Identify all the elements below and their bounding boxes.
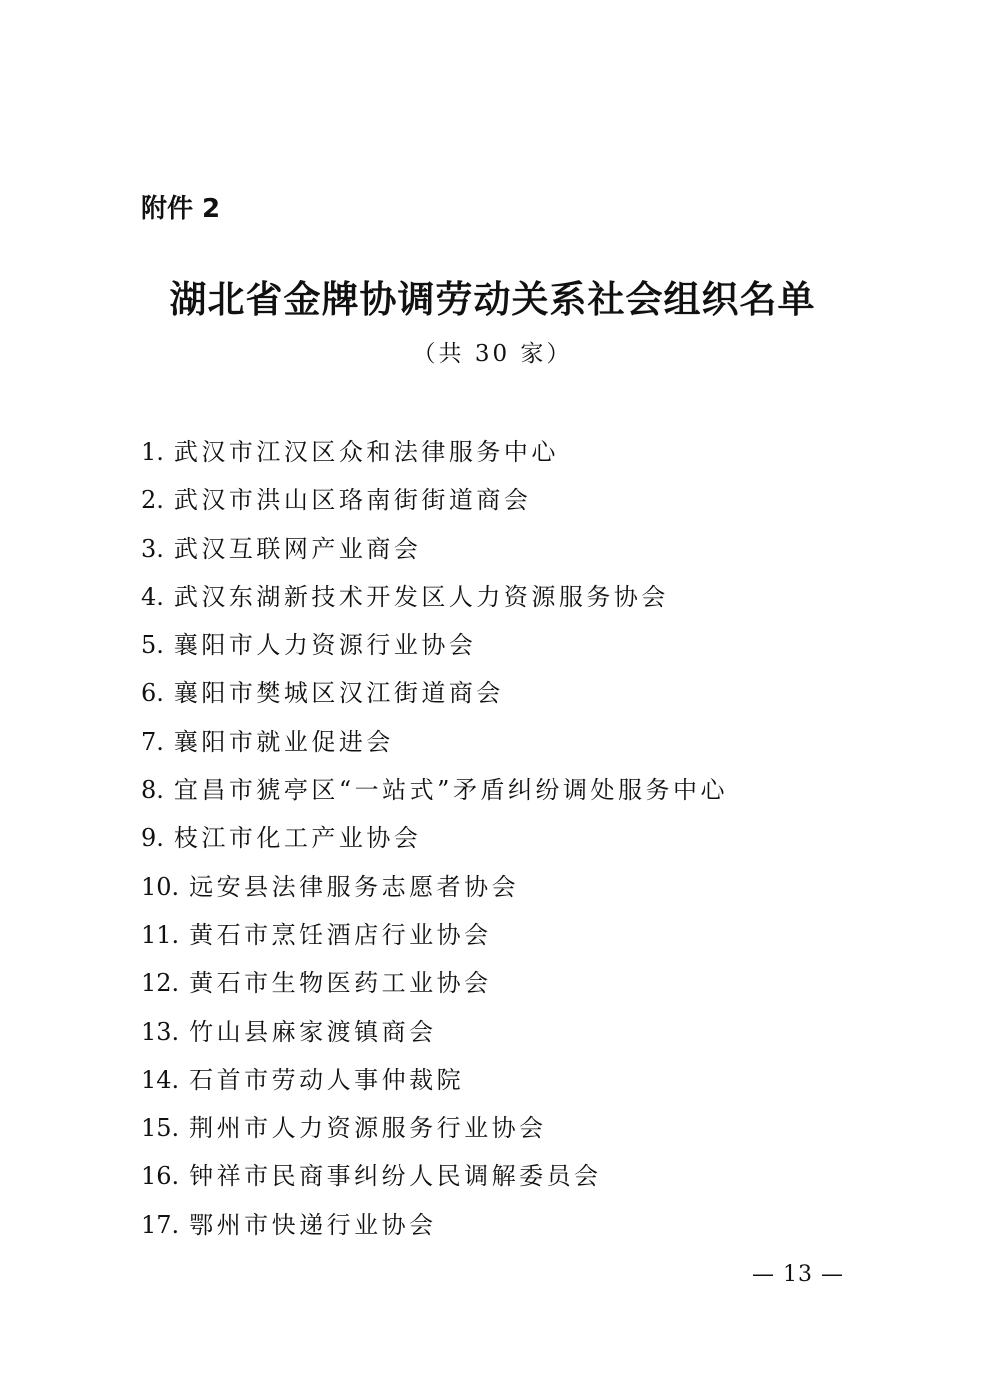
list-item xyxy=(141,428,921,476)
item-name: 黄石市烹饪酒店行业协会 xyxy=(189,920,492,949)
list-item xyxy=(141,959,921,1007)
item-name: 远安县法律服务志愿者协会 xyxy=(189,872,520,901)
item-number: 6. xyxy=(141,679,164,708)
list-item xyxy=(141,863,921,911)
item-number: 16. xyxy=(141,1162,180,1191)
item-name: 黄石市生物医药工业协会 xyxy=(189,969,492,998)
item-name: 竹山县麻家渡镇商会 xyxy=(189,1017,437,1046)
item-name: 襄阳市樊城区汉江街道商会 xyxy=(173,679,504,708)
list-item xyxy=(141,1152,921,1200)
list-item xyxy=(141,669,921,717)
item-number: 11. xyxy=(141,920,180,949)
item-number: 14. xyxy=(141,1065,180,1094)
item-number: 12. xyxy=(141,969,180,998)
item-name: 石首市劳动人事仲裁院 xyxy=(189,1065,465,1094)
list-item xyxy=(141,1104,921,1152)
organization-list xyxy=(141,428,921,1249)
list-item xyxy=(141,573,921,621)
list-item xyxy=(141,621,921,669)
item-name: 鄂州市快递行业协会 xyxy=(189,1210,437,1239)
item-number: 7. xyxy=(141,727,164,756)
document-title: 湖北省金牌协调劳动关系社会组织名单 xyxy=(169,278,816,321)
item-number: 2. xyxy=(141,486,164,515)
list-item xyxy=(141,1201,921,1249)
item-number: 1. xyxy=(141,438,164,466)
list-item xyxy=(141,525,921,573)
item-number: 10. xyxy=(141,872,180,901)
item-number: 8. xyxy=(141,776,164,805)
item-number: 17. xyxy=(141,1210,180,1239)
document-subtitle: （共 30 家） xyxy=(412,341,573,367)
item-name: 襄阳市人力资源行业协会 xyxy=(173,631,477,660)
list-item xyxy=(141,814,921,862)
item-number: 3. xyxy=(141,534,164,563)
item-number: 4. xyxy=(141,582,164,611)
list-item xyxy=(141,476,921,524)
item-name: 荆州市人力资源服务行业协会 xyxy=(189,1114,547,1143)
item-name: 襄阳市就业促进会 xyxy=(173,727,394,756)
item-number: 15. xyxy=(141,1114,180,1143)
item-number: 5. xyxy=(141,631,164,660)
item-name: 枝江市化工产业协会 xyxy=(173,824,422,853)
item-name: 武汉市洪山区珞南街街道商会 xyxy=(173,486,532,515)
list-item xyxy=(141,1008,921,1056)
item-name: 武汉互联网产业商会 xyxy=(173,534,422,563)
list-item xyxy=(141,718,921,766)
item-name: 武汉市江汉区众和法律服务中心 xyxy=(173,438,559,466)
list-item xyxy=(141,1056,921,1104)
page-number: — 13 — xyxy=(752,1262,844,1287)
list-item xyxy=(141,911,921,959)
item-name: 钟祥市民商事纠纷人民调解委员会 xyxy=(189,1162,602,1191)
item-name: 宜昌市猇亭区“一站式”矛盾纠纷调处服务中心 xyxy=(173,776,728,805)
attachment-label: 附件 2 xyxy=(141,194,221,224)
item-number: 13. xyxy=(141,1017,180,1046)
list-item xyxy=(141,766,921,814)
item-number: 9. xyxy=(141,824,164,853)
item-name: 武汉东湖新技术开发区人力资源服务协会 xyxy=(173,582,669,611)
